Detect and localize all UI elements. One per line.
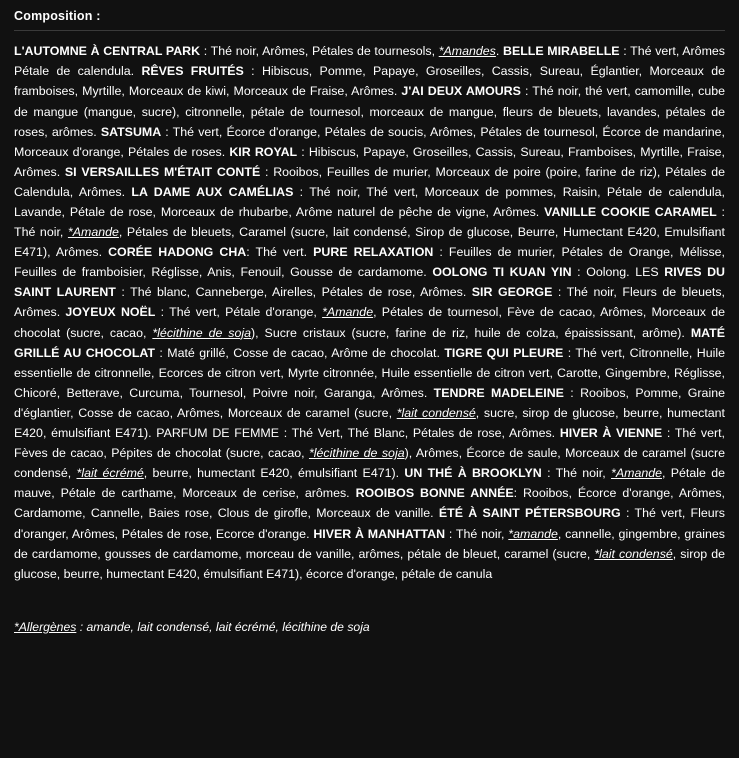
ingredient-text: : Rooibos, Pomme, Graine d'églantier, Cosse de cacao, Arômes, Morceaux de caramel (sucre, — [14, 385, 725, 420]
product-name: UN THÉ À BROOKLYN — [404, 466, 542, 481]
ingredient-text: ), Sucre cristaux (sucre, farine de riz, huile de colza, épaississant, arôme). — [251, 325, 691, 340]
allergens-note — [14, 618, 725, 636]
product-name: TENDRE MADELEINE — [433, 385, 564, 400]
ingredient-text: . — [495, 44, 503, 59]
page-title: Composition : — [14, 9, 101, 23]
allergens-list: : amande, lait condensé, lait écrémé, lécithine de soja — [76, 619, 370, 634]
ingredient-text: : Thé vert. — [246, 245, 314, 260]
ingredient-text: : Hibiscus, Pomme, Papaye, Groseilles, Cassis, Sureau, Églantier, Morceaux de framboises, Myrtille, Morceaux de kiwi, Morceaux de Fraise, Arômes. — [14, 64, 725, 99]
product-name: TIGRE QUI PLEURE — [444, 345, 564, 360]
ingredient-text: : Thé vert, Pétale d'orange, — [155, 305, 323, 320]
ingredient-text: : Thé noir, — [541, 466, 612, 481]
product-name: ÉTÉ À SAINT PÉTERSBOURG — [438, 506, 621, 521]
product-name: LA DAME AUX CAMÉLIAS — [131, 184, 294, 199]
ingredient-text: : Thé noir, thé vert, camomille, cube de mangue (mangue, sucre), citronnelle, pétale de tournesol, morceaux de mangue, fleurs de bleuets, lavandes, pétales de roses, arômes. — [14, 84, 725, 139]
ingredient-text: : Oolong. LES — [571, 265, 665, 280]
allergen-mention: *amande — [508, 526, 558, 541]
product-name: JOYEUX NOËL — [65, 305, 156, 320]
allergen-mention: *lécithine de soja — [308, 446, 405, 461]
product-name: ROOIBOS BONNE ANNÉE — [355, 486, 514, 501]
ingredient-text: : Feuilles de murier, Pétales de Orange, Mélisse, Feuilles de framboisier, Réglisse, Anis, Fenouil, Gousse de cardamome. — [14, 245, 725, 280]
allergens-label: *Allergènes — [14, 619, 77, 634]
product-name: MATÉ GRILLÉ AU CHOCOLAT — [14, 325, 725, 360]
product-name: RIVES DU SAINT LAURENT — [14, 265, 725, 300]
product-name: BELLE MIRABELLE — [503, 44, 620, 59]
product-name: HIVER À VIENNE — [559, 426, 663, 441]
allergen-mention: *lait écrémé — [76, 466, 144, 481]
product-name: RÊVES FRUITÉS — [141, 64, 244, 79]
ingredient-text: : Thé noir, — [14, 205, 725, 240]
ingredient-text: , Pétale de mauve, Pétale de carthame, Morceaux de cerise, arômes. — [14, 466, 726, 501]
allergen-mention: *lait condensé — [396, 405, 476, 420]
ingredient-text: ), Arômes, Écorce de saule, Morceaux de caramel (sucre condensé, — [14, 446, 725, 481]
ingredient-text: : Maté grillé, Cosse de cacao, Arôme de chocolat. — [154, 345, 445, 360]
ingredient-text: : Thé blanc, Canneberge, Airelles, Pétales de rose, Arômes. — [115, 285, 472, 300]
ingredient-text: , Pétales de tournesol, Fève de cacao, Arômes, Morceaux de chocolat (sucre, cacao, — [14, 305, 725, 340]
ingredient-text: : Rooibos, Feuilles de murier, Morceaux de poire (poire, farine de riz), Pétales de Calendula, Arômes. — [14, 164, 726, 199]
ingredient-text: , sirop de glucose, beurre, humectant E420, émulsifiant E471), écorce d'orange, pétale de canula — [14, 546, 726, 581]
ingredient-text: : Thé noir, Thé vert, Morceaux de pommes, Raisin, Pétale de calendula, Lavande, Pétale de rose, Morceaux de rhubarbe, Arôme naturel de pêche de vigne, Arômes. — [14, 184, 725, 219]
product-name: SI VERSAILLES M'ÉTAIT CONTÉ — [64, 164, 261, 179]
product-name: PURE RELAXATION — [313, 245, 434, 260]
ingredient-text: : Thé vert, Fèves de cacao, Pépites de chocolat (sucre, cacao, — [14, 426, 725, 461]
ingredient-text: : Thé vert, Écorce d'orange, Pétales de soucis, Arômes, Pétales de tournesol, Écorce de mandarine, Morceaux d'orange, Pétales de roses. — [14, 124, 725, 159]
product-name: VANILLE COOKIE CARAMEL — [544, 205, 717, 219]
ingredient-text: : Rooibos, Écorce d'orange, Arômes, Cardamome, Cannelle, Baies rose, Clous de girofle, Morceaux de vanille. — [14, 486, 725, 521]
allergen-mention: *lécithine de soja — [152, 325, 252, 340]
ingredient-text: : Thé noir, Fleurs de bleuets, Arômes. — [14, 285, 726, 320]
composition-body — [14, 41, 725, 584]
product-name: OOLONG TI KUAN YIN — [432, 265, 572, 280]
ingredient-text: , cannelle, gingembre, graines de cardamome, gousses de cardamome, morceau de vanille, arômes, pétale de bleuet, caramel (sucre, — [14, 526, 725, 561]
product-name: J'AI DEUX AMOURS — [401, 84, 521, 99]
allergen-mention: *Amande — [611, 466, 663, 481]
ingredient-text: : Thé noir, — [445, 526, 509, 541]
title-divider — [14, 30, 725, 31]
ingredient-text: , beurre, humectant E420, émulsifiant E471). — [143, 466, 405, 481]
ingredient-text: : Thé noir, Arômes, Pétales de tournesols, — [200, 44, 439, 59]
ingredient-text: : Hibiscus, Papaye, Groseilles, Cassis, Sureau, Framboises, Myrtille, Fraise, Arômes. — [14, 144, 725, 179]
product-name: L'AUTOMNE À CENTRAL PARK — [14, 44, 201, 59]
ingredient-text: , sucre, sirop de glucose, beurre, humectant E420, émulsifiant E471). PARFUM DE FEMME : Thé Vert, Thé Blanc, Pétales de rose, Arômes. — [14, 405, 726, 441]
allergen-mention: *lait condensé — [594, 546, 673, 561]
allergen-mention: *Amande — [322, 305, 374, 320]
product-name: KIR ROYAL — [229, 144, 298, 159]
product-name: SIR GEORGE — [471, 285, 553, 300]
allergen-mention: *Amande — [67, 225, 119, 240]
product-name: HIVER À MANHATTAN — [313, 526, 446, 541]
product-name: CORÉE HADONG CHA — [108, 245, 247, 260]
allergen-mention: *Amandes — [438, 44, 496, 59]
product-name: SATSUMA — [100, 124, 162, 139]
ingredient-text: : Thé vert, Fleurs d'oranger, Arômes, Pétales de rose, Ecorce d'orange. — [14, 506, 725, 541]
ingredient-text: : Thé vert, Arômes Pétale de calendula. — [14, 44, 725, 79]
ingredient-text: , Pétales de bleuets, Caramel (sucre, lait condensé, Sirop de glucose, Beurre, Humectant E420, Emulsifiant E471), Arômes. — [14, 225, 725, 260]
ingredient-text: : Thé vert, Citronnelle, Huile essentielle de citronnelle, Ecorces de citron vert, Myrte citronnée, Huile essentielle de citron vert, Carotte, Gingembre, Réglisse, Chicoré, Betterave, Curcuma, Tournesol, Poivre noir, Garanga, Arômes. — [14, 345, 725, 400]
